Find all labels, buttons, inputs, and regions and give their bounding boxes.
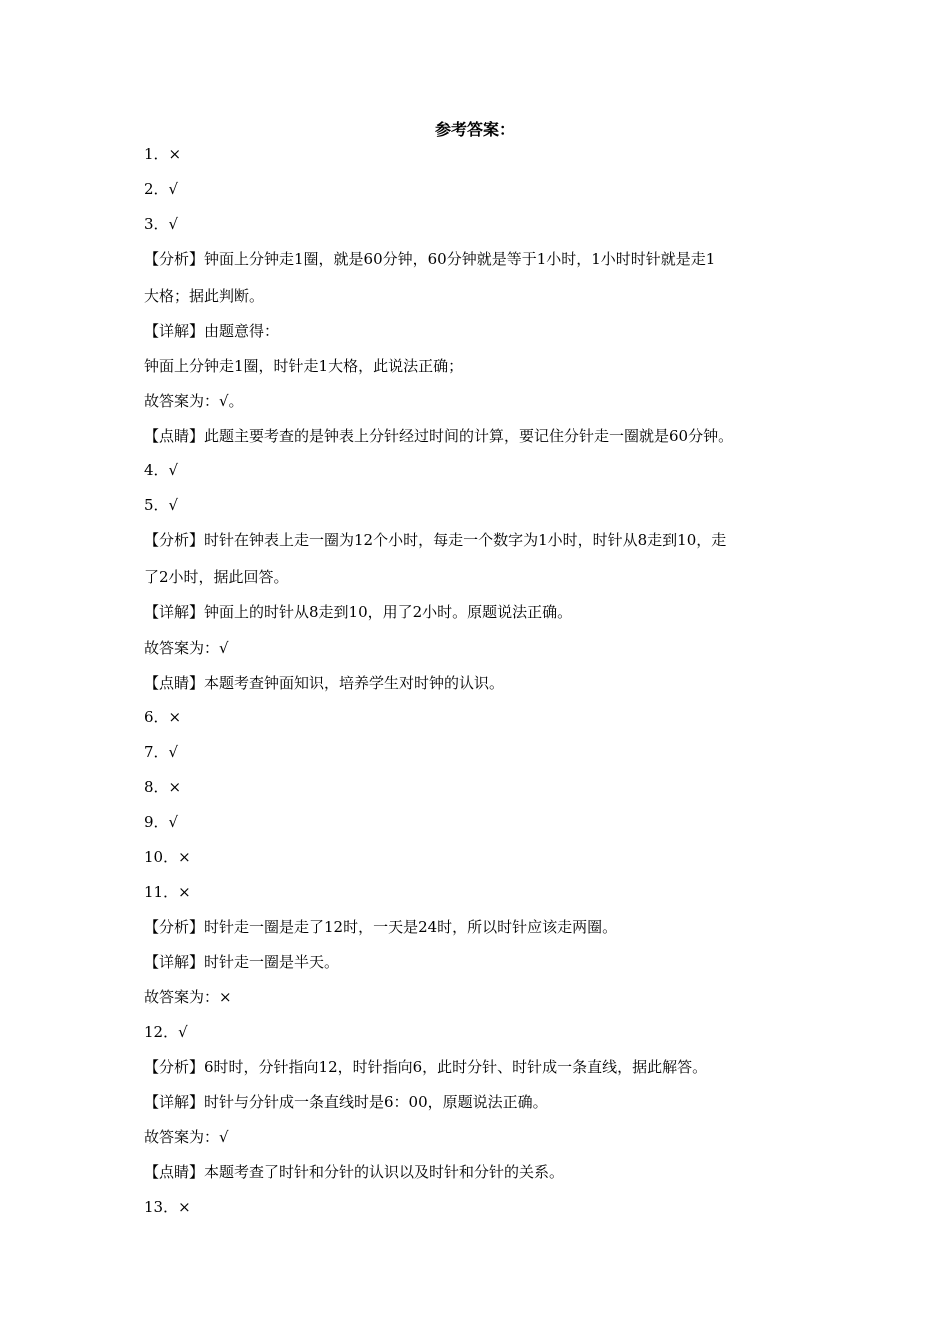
analysis-5-line1: 【分析】时针在钟表上走一圈为12个小时，每走一个数字为1小时，时针从8走到10，走	[144, 531, 727, 549]
answer-9: 9．√	[144, 813, 179, 831]
detail-5: 【详解】钟面上的时针从8走到10，用了2小时。原题说法正确。	[144, 603, 573, 621]
answer-13: 13．×	[144, 1198, 191, 1216]
detail-12: 【详解】时针与分针成一条直线时是6：00，原题说法正确。	[144, 1093, 548, 1111]
page-title: 参考答案：	[434, 120, 515, 139]
analysis-12: 【分析】6时时，分针指向12，时针指向6，此时分针、时针成一条直线，据此解答。	[144, 1058, 708, 1076]
answer-1: 1．×	[144, 145, 182, 163]
analysis-3-line2: 大格；据此判断。	[144, 287, 265, 305]
answer-11-conclusion: 故答案为：×	[144, 988, 232, 1006]
answer-10: 10．×	[144, 848, 191, 866]
answer-7: 7．√	[144, 743, 179, 761]
comment-12: 【点睛】本题考查了时针和分针的认识以及时针和分针的关系。	[144, 1163, 565, 1181]
analysis-3-line1: 【分析】钟面上分钟走1圈，就是60分钟，60分钟就是等于1小时，1小时时针就是走1	[144, 250, 716, 268]
answer-12-conclusion: 故答案为：√	[144, 1128, 229, 1146]
analysis-11: 【分析】时针走一圈是走了12时，一天是24时，所以时针应该走两圈。	[144, 918, 618, 936]
comment-3: 【点睛】此题主要考查的是钟表上分针经过时间的计算，要记住分针走一圈就是60分钟。	[144, 427, 734, 445]
answer-6: 6．×	[144, 708, 182, 726]
answer-3-conclusion: 故答案为：√。	[144, 392, 244, 410]
analysis-5-line2: 了2小时，据此回答。	[144, 568, 289, 586]
comment-5: 【点睛】本题考查钟面知识，培养学生对时钟的认识。	[144, 674, 505, 692]
answer-3: 3．√	[144, 215, 179, 233]
detail-3-line2: 钟面上分钟走1圈，时针走1大格，此说法正确；	[144, 357, 464, 375]
answer-5: 5．√	[144, 496, 179, 514]
answer-12: 12．√	[144, 1023, 188, 1041]
answer-8: 8．×	[144, 778, 182, 796]
answer-5-conclusion: 故答案为：√	[144, 639, 229, 657]
detail-11: 【详解】时针走一圈是半天。	[144, 953, 340, 971]
answer-11: 11．×	[144, 883, 191, 901]
detail-3-line1: 【详解】由题意得：	[144, 322, 280, 340]
answer-2: 2．√	[144, 180, 179, 198]
answer-4: 4．√	[144, 461, 179, 479]
